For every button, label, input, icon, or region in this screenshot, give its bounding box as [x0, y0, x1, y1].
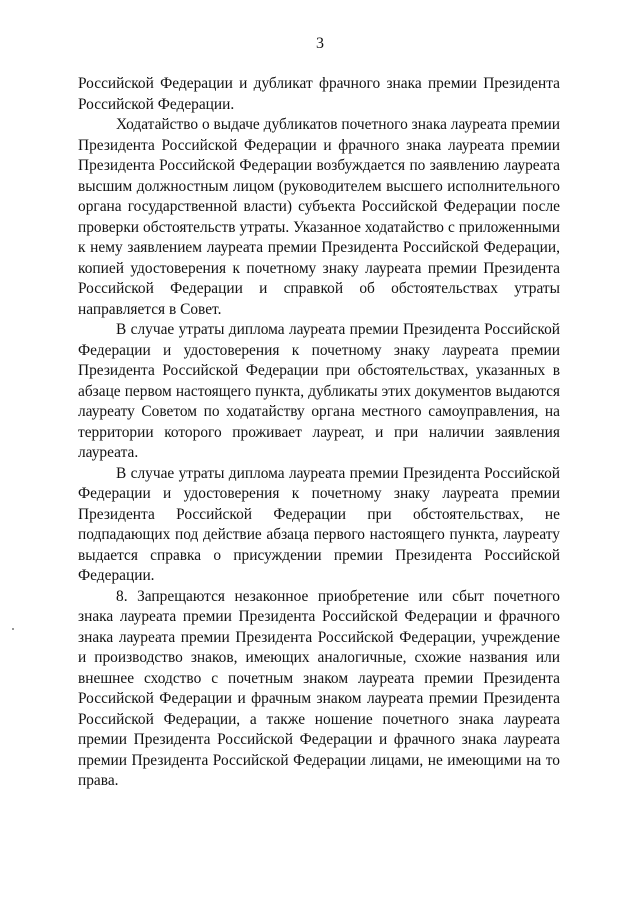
- paragraph-item-8: 8. Запрещаются незаконное приобретение или сбыт почетного знака лауреата премии Президента Российской Федерации и фрачного знака лауреата премии Президента Российской Федерации, учреждение и производство знаков, имеющих аналогичные, схожие названия или внешнее сходство с почетным знаком лауреата премии Президента Российской Федерации и фрачным знаком лауреата премии Президента Российской Федерации, а также ношение почетного знака лауреата премии Президента Российской Федерации и фрачного знака лауреата премии Президента Российской Федерации лицами, не имеющими на то права.: [78, 587, 560, 789]
- paragraph-continuation: Российской Федерации и дубликат фрачного знака премии Президента Российской Федерации.: [78, 75, 560, 113]
- paragraph-diploma-loss: В случае утраты диплома лауреата премии Президента Российской Федерации и удостоверения к почетному знаку лауреата премии Президента Российской Федерации при обстоятельствах, указанных в абзаце первом настоящего пункта, дубликаты этих документов выдаются лауреату Советом по ходатайству органа местного самоуправления, на территории которого проживает лауреат, и при наличии заявления лауреата.: [78, 321, 560, 461]
- document-body: [78, 74, 560, 792]
- paragraph-diploma-loss-other: В случае утраты диплома лауреата премии Президента Российской Федерации и удостоверения к почетному знаку лауреата премии Президента Российской Федерации при обстоятельствах, не подпадающих под действие абзаца первого настоящего пункта, лауреату выдается справка о присуждении премии Президента Российской Федерации.: [78, 464, 560, 584]
- page-number: 3: [316, 35, 324, 52]
- scan-mark: [12, 628, 14, 630]
- paragraph-petition: Ходатайство о выдаче дубликатов почетного знака лауреата премии Президента Российской Федерации и фрачного знака лауреата премии Президента Российской Федерации возбуждается по заявлению лауреата высшим должностным лицом (руководителем высшего исполнительного органа государственной власти) субъекта Российской Федерации после проверки обстоятельств утраты. Указанное ходатайство с приложенными к нему заявлением лауреата премии Президента Российской Федерации, копией удостоверения к почетному знаку лауреата премии Президента Российской Федерации и справкой об обстоятельствах утраты направляется в Совет.: [78, 116, 560, 318]
